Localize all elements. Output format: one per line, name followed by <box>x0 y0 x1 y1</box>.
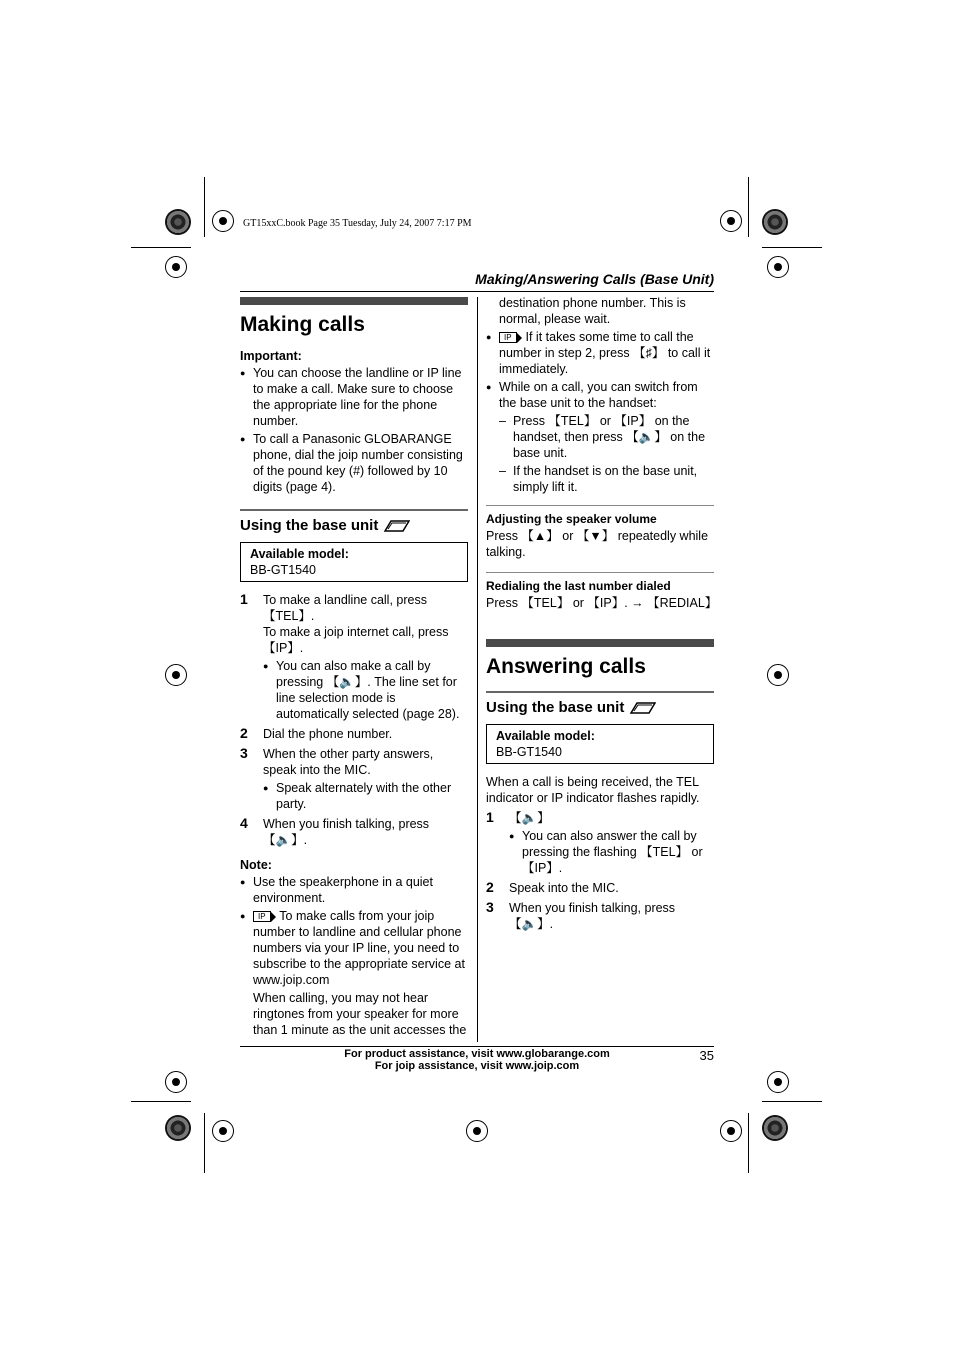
ip-bullet <box>486 329 714 377</box>
redial-text: Press 【TEL】 or 【IP】. → 【REDIAL】 <box>486 596 718 610</box>
answer-step-2-text: Speak into the MIC. <box>509 881 619 895</box>
step-3 <box>240 746 468 812</box>
using-base-unit-heading <box>486 699 714 716</box>
footer-product-assistance: For product assistance, visit www.globarange.com <box>344 1048 610 1060</box>
crop-line <box>762 1101 822 1102</box>
note-item: ● Use the speakerphone in a quiet environment. <box>240 874 468 906</box>
divider <box>486 505 714 506</box>
answering-calls-heading: Answering calls <box>486 655 646 678</box>
crosshair-mark <box>767 256 789 278</box>
crosshair-mark <box>767 1071 789 1093</box>
footer <box>240 1048 714 1072</box>
step-number: 3 <box>486 899 494 915</box>
section-bar <box>240 297 468 305</box>
crop-line <box>131 247 191 248</box>
step-1-internet: To make a joip internet call, press 【IP】. <box>263 625 449 655</box>
ip-icon: IP <box>499 332 517 343</box>
available-model-box <box>240 542 468 582</box>
step-4 <box>240 816 468 848</box>
crosshair-mark <box>720 1120 742 1142</box>
section-bar <box>486 639 714 647</box>
answering-intro: When a call is being received, the TEL indicator or IP indicator flashes rapidly. <box>486 775 700 805</box>
using-base-unit-title: Using the base unit <box>486 699 625 716</box>
using-base-unit-title: Using the base unit <box>240 517 379 534</box>
making-calls-heading: Making calls <box>240 313 365 336</box>
step-3-bullet: ● Speak alternately with the other party. <box>263 780 468 812</box>
step-number: 2 <box>240 725 248 741</box>
crop-line <box>204 177 205 237</box>
step-2-text: Dial the phone number. <box>263 727 393 741</box>
crosshair-mark <box>212 210 234 232</box>
switch-dash-item: – Press 【TEL】 or 【IP】 on the handset, then press 【🔈】 on the base unit. <box>486 413 714 461</box>
base-unit-icon <box>384 520 410 532</box>
important-item: ● To call a Panasonic GLOBARANGE phone, dial the joip number consisting of the pound key (#) followed by 10 digits (page 4). <box>240 431 468 495</box>
step-number: 3 <box>240 745 248 761</box>
step-number: 4 <box>240 815 248 831</box>
subsection-rule <box>486 691 714 693</box>
answer-step-2 <box>486 880 714 896</box>
step-1-landline: To make a landline call, press 【TEL】. <box>263 593 427 623</box>
crosshair-mark <box>212 1120 234 1142</box>
registration-dot-top-right <box>762 209 788 235</box>
crosshair-mark <box>165 256 187 278</box>
subsection-rule <box>240 509 468 511</box>
note-ip-text: To make calls from your joip number to landline and cellular phone numbers via your IP line, you need to subscribe to the appropriate service at www.joip.com <box>253 909 465 987</box>
base-unit-icon <box>630 702 656 714</box>
ip-icon: IP <box>253 911 271 922</box>
redial-label: Redialing the last number dialed <box>486 579 671 593</box>
ip-bullet-text: If it takes some time to call the number in step 2, press 【♯】 to call it immediately. <box>499 330 711 376</box>
column-divider <box>477 297 478 1042</box>
header-rule <box>240 291 714 292</box>
divider <box>486 572 714 573</box>
registration-dot-top-left <box>165 209 191 235</box>
answer-step-1 <box>486 810 714 876</box>
available-model-value: BB-GT1540 <box>496 745 563 759</box>
step-3-text: When the other party answers, speak into the MIC. <box>263 747 434 777</box>
crop-line <box>131 1101 191 1102</box>
crosshair-mark <box>720 210 742 232</box>
note-ip-continued: When calling, you may not hear ringtones from your speaker for more than 1 minute as the unit accesses the <box>253 991 467 1037</box>
right-column <box>486 295 718 936</box>
crosshair-mark <box>165 1071 187 1093</box>
crosshair-mark <box>165 664 187 686</box>
print-info: GT15xxC.book Page 35 Tuesday, July 24, 2007 7:17 PM <box>243 218 472 229</box>
available-model-label: Available model: <box>496 729 595 743</box>
running-title: Making/Answering Calls (Base Unit) <box>475 271 714 287</box>
answer-step-3-text: When you finish talking, press 【🔈】. <box>509 901 676 931</box>
switch-dash-item: – If the handset is on the base unit, simply lift it. <box>486 463 714 495</box>
page-number: 35 <box>699 1048 714 1063</box>
adjust-volume-text: Press 【▲】 or 【▼】 repeatedly while talking. <box>486 529 709 559</box>
step-number: 1 <box>240 591 248 607</box>
step-number: 1 <box>486 809 494 825</box>
answer-step-3 <box>486 900 714 932</box>
available-model-label: Available model: <box>250 547 349 561</box>
available-model-box <box>486 724 714 764</box>
crop-line <box>204 1113 205 1173</box>
footer-rule <box>240 1046 714 1047</box>
registration-dot-bottom-left <box>165 1115 191 1141</box>
footer-joip-assistance: For joip assistance, visit www.joip.com <box>374 1060 580 1072</box>
step-number: 2 <box>486 879 494 895</box>
step-4-text: When you finish talking, press 【🔈】. <box>263 817 430 847</box>
using-base-unit-heading <box>240 517 468 534</box>
answer-step-1-text: 【🔈】 <box>509 811 550 825</box>
crosshair-mark <box>767 664 789 686</box>
important-item: ● You can choose the landline or IP line to make a call. Make sure to choose the appropriate line for the phone number. <box>240 365 468 429</box>
left-column <box>240 297 468 1038</box>
switch-bullet: ● While on a call, you can switch from the base unit to the handset: <box>486 379 714 411</box>
note-item-ip <box>240 908 468 988</box>
answer-step-1-bullet: ● You can also answer the call by pressing the flashing 【TEL】 or 【IP】. <box>509 828 714 876</box>
crop-line <box>748 177 749 237</box>
step-1 <box>240 592 468 722</box>
crop-line <box>748 1113 749 1173</box>
important-label: Important: <box>240 349 302 363</box>
crosshair-mark <box>466 1120 488 1142</box>
step-2 <box>240 726 468 742</box>
available-model-value: BB-GT1540 <box>250 563 317 577</box>
registration-dot-bottom-right <box>762 1115 788 1141</box>
crop-line <box>762 247 822 248</box>
step-1-bullet: ● You can also make a call by pressing 【🔈】. The line set for line selection mode is automatically selected (page 28). <box>263 658 468 722</box>
note-label: Note: <box>240 858 272 872</box>
continued-text: destination phone number. This is normal, please wait. <box>499 296 686 326</box>
adjust-volume-label: Adjusting the speaker volume <box>486 512 657 526</box>
